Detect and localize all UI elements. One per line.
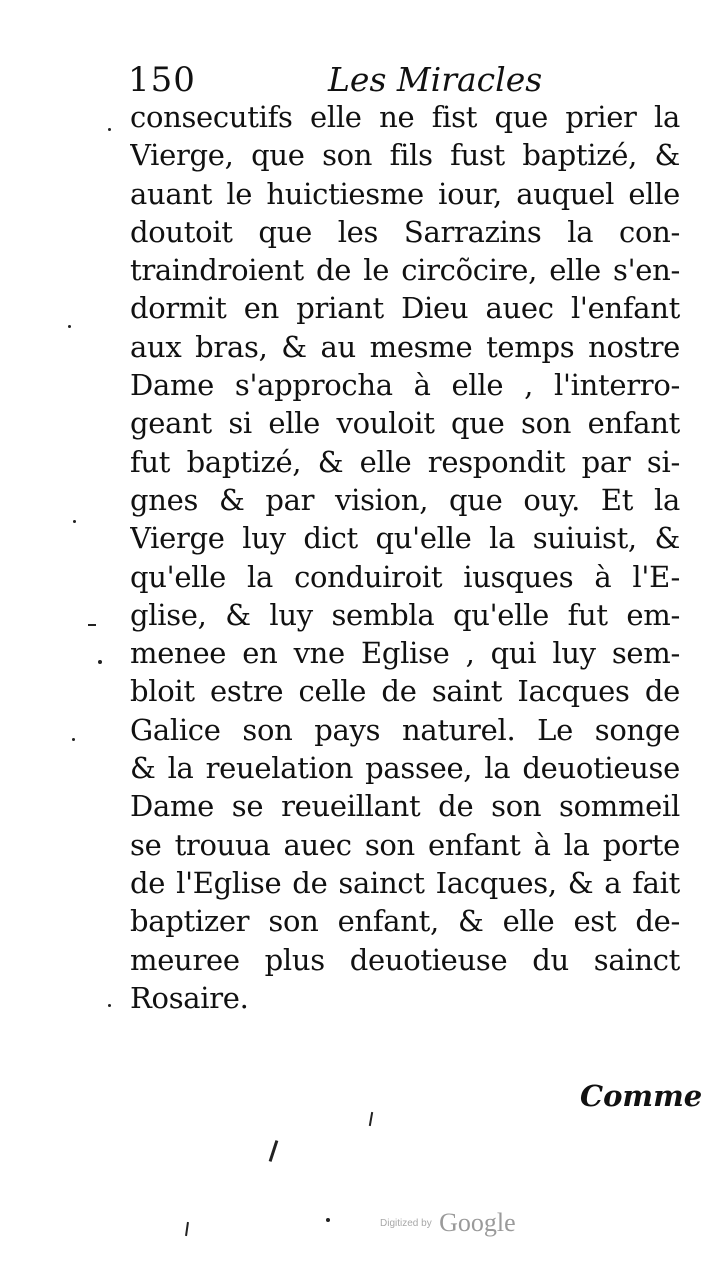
text-line: se trouua auec son enfant à la porte: [130, 827, 680, 862]
text-line: aux bras, & au mesme temps nostre: [130, 329, 680, 364]
scan-mark: [269, 1140, 279, 1162]
text-line: consecutifs elle ne fist que prier la: [130, 100, 680, 134]
page-number: 150: [128, 60, 196, 100]
text-line: gnes & par vision, que ouy. Et la: [130, 482, 680, 517]
text-line: dormit en priant Dieu auec l'enfant: [130, 291, 680, 326]
text-line: & la reuelation passee, la deuotieuse: [130, 751, 680, 786]
text-line: Dame s'approcha à elle , l'interro-: [130, 368, 680, 403]
text-line: bloit estre celle de saint Iacques de: [130, 674, 680, 709]
text-line: traindroient de le circõcire, elle s'en-: [130, 253, 680, 288]
text-line: de l'Eglise de sainct Iacques, & a fait: [130, 865, 680, 900]
text-line: Vierge, que son fils fust baptizé, &: [130, 138, 680, 173]
scan-mark: [88, 624, 96, 626]
scan-speck: [108, 128, 111, 131]
scan-mark: [369, 1112, 373, 1126]
scan-speck: [68, 325, 71, 328]
google-logo: Google: [439, 1208, 516, 1237]
catchword: Comme: [580, 1079, 703, 1113]
text-line: Galice son pays naturel. Le songe: [130, 712, 680, 747]
text-line: auant le huictiesme iour, auquel elle: [130, 176, 680, 211]
text-line: Rosaire.: [130, 980, 249, 1015]
scan-speck: [108, 1004, 111, 1007]
body-text: [130, 98, 680, 1017]
text-line: geant si elle vouloit que son enfant: [130, 406, 680, 441]
running-title: Les Miracles: [328, 60, 543, 99]
text-line: meuree plus deuotieuse du sainct: [130, 942, 680, 977]
text-line: menee en vne Eglise , qui luy sem-: [130, 636, 680, 671]
scan-speck: [72, 738, 75, 741]
text-line: doutoit que les Sarrazins la con-: [130, 214, 680, 249]
running-head: [128, 58, 688, 102]
scan-speck: [98, 660, 102, 664]
google-watermark: [380, 1208, 516, 1242]
text-line: Vierge luy dict qu'elle la suiuist, &: [130, 521, 680, 556]
text-line: fut baptizé, & elle respondit par si-: [130, 444, 680, 479]
scan-speck: [73, 520, 76, 523]
text-line: glise, & luy sembla qu'elle fut em-: [130, 597, 680, 632]
text-line: Dame se reueillant de son sommeil: [130, 789, 680, 824]
text-line: qu'elle la conduiroit iusques à l'E-: [130, 559, 680, 594]
scan-mark: [185, 1222, 189, 1236]
text-line: baptizer son enfant, & elle est de-: [130, 904, 680, 939]
watermark-prefix: Digitized by: [380, 1217, 432, 1229]
scan-speck: [326, 1218, 330, 1222]
